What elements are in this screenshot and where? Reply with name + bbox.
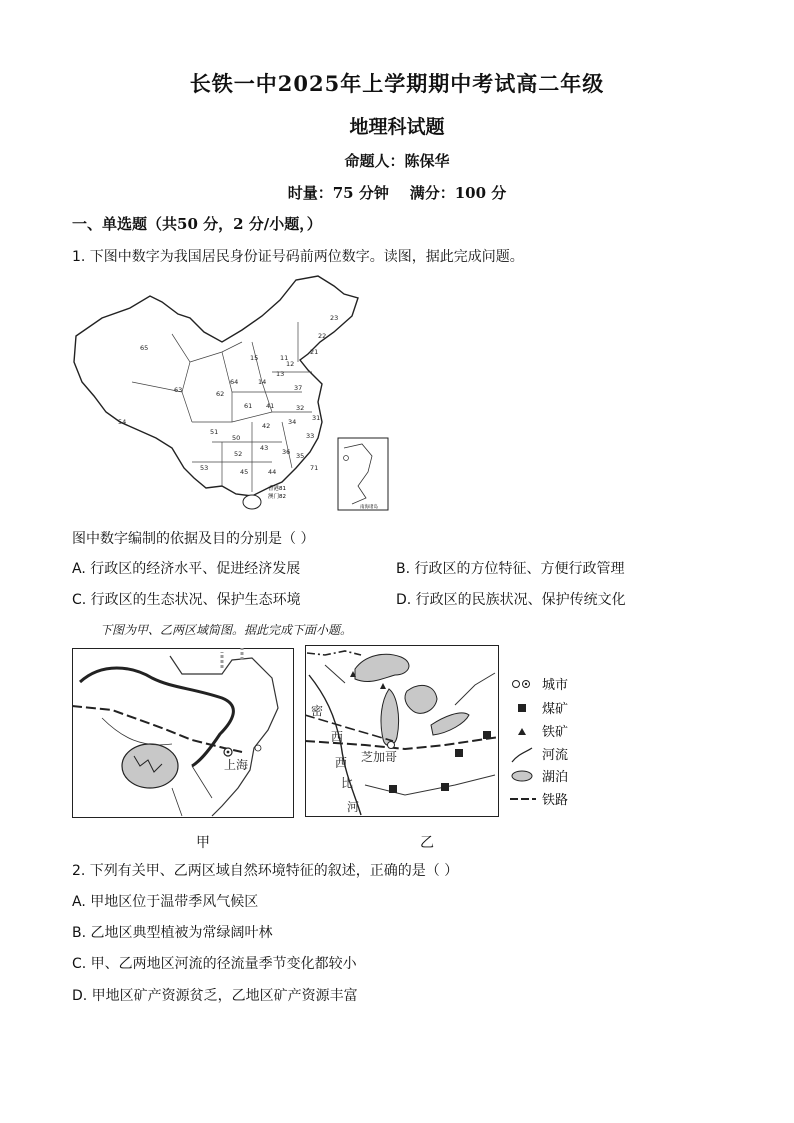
map-number: 61	[244, 402, 253, 410]
question-2-stem: 2. 下列有关甲、乙两区域自然环境特征的叙述，正确的是（ ）	[72, 863, 459, 879]
map-number: 33	[306, 432, 315, 440]
q1-option-b[interactable]: B. 行政区的方位特征、方便行政管理	[396, 561, 625, 577]
figure-2-intro: 下图为甲、乙两区域简图。据此完成下面小题。	[100, 623, 353, 637]
question-1-prompt: 图中数字编制的依据及目的分别是（ ）	[72, 531, 315, 547]
china-outline	[74, 276, 358, 496]
map-number: 51	[210, 428, 219, 436]
q1-option-d[interactable]: D. 行政区的民族状况、保护传统文化	[396, 592, 626, 608]
figure-label-yi: 乙	[420, 835, 434, 851]
exam-timing: 时量：75 分钟 满分：100 分	[287, 184, 507, 202]
legend-city: 城市	[542, 678, 569, 693]
legend-lake: 湖泊	[542, 770, 569, 785]
map-number: 12	[286, 360, 295, 368]
chicago-city	[388, 742, 395, 749]
q2-option-a[interactable]: A. 甲地区位于温带季风气候区	[72, 894, 259, 910]
map-number: 23	[330, 314, 339, 322]
map-number: 50	[232, 434, 241, 442]
svg-text:密: 密	[311, 704, 324, 718]
hong-kong-note: 香港81	[268, 486, 286, 492]
hainan-island	[243, 495, 261, 509]
map-number: 44	[268, 468, 277, 476]
map-number: 14	[258, 378, 267, 386]
macao-note: 澳门82	[268, 494, 286, 500]
map-number: 71	[310, 464, 319, 472]
section-title: 一、单选题（共50 分，2 分/小题，）	[72, 215, 322, 233]
map-number: 32	[296, 404, 305, 412]
q1-option-a[interactable]: A. 行政区的经济水平、促进经济发展	[72, 561, 301, 577]
map-jia	[72, 648, 294, 818]
map-number: 35	[296, 452, 305, 460]
q1-option-c[interactable]: C. 行政区的生态状况、保护生态环境	[72, 592, 301, 608]
legend-rail: 铁路	[542, 793, 569, 808]
map-number: 63	[174, 386, 183, 394]
map-number: 36	[282, 448, 291, 456]
chicago-label: 芝加哥	[361, 750, 398, 764]
map-number: 54	[118, 418, 127, 426]
svg-text:西: 西	[331, 730, 344, 744]
legend-river: 河流	[542, 748, 569, 763]
map-number: 22	[318, 332, 327, 340]
exam-subtitle: 地理科试题	[349, 116, 445, 138]
map-number: 45	[240, 468, 249, 476]
q2-option-c[interactable]: C. 甲、乙两地区河流的径流量季节变化都较小	[72, 956, 357, 972]
map-number: 53	[200, 464, 209, 472]
coal-mine	[483, 731, 491, 739]
map-number: 31	[312, 414, 321, 422]
shanghai-label: 上海	[224, 758, 249, 772]
map-number: 43	[260, 444, 269, 452]
map-yi	[305, 645, 499, 817]
exam-title: 长铁一中2025年上学期期中考试高二年级	[189, 71, 605, 96]
map-number: 42	[262, 422, 271, 430]
map-number: 64	[230, 378, 239, 386]
exam-author: 命题人：陈保华	[344, 152, 450, 170]
q2-option-b[interactable]: B. 乙地区典型植被为常绿阔叶林	[72, 925, 273, 941]
map-number: 34	[288, 418, 297, 426]
taihu-lake	[122, 744, 178, 788]
map-number: 41	[266, 402, 275, 410]
coal-mine	[455, 749, 463, 757]
inset-label: 南海诸岛	[360, 505, 378, 510]
coal-mine	[441, 783, 449, 791]
map-number: 21	[310, 348, 319, 356]
question-1-stem: 1. 下图中数字为我国居民身份证号码前两位数字。读图，据此完成问题。	[72, 249, 524, 265]
figure-label-jia: 甲	[196, 835, 210, 851]
map-number: 52	[234, 450, 243, 458]
svg-text:河: 河	[347, 800, 360, 814]
q2-option-d[interactable]: D. 甲地区矿产资源贫乏，乙地区矿产资源丰富	[72, 988, 358, 1004]
map-number: 15	[250, 354, 259, 362]
map-number: 37	[294, 384, 303, 392]
map-number: 65	[140, 344, 149, 352]
map-number: 62	[216, 390, 225, 398]
china-id-map	[72, 272, 392, 514]
coal-mine	[389, 785, 397, 793]
svg-text:西: 西	[335, 756, 348, 770]
map-legend	[508, 672, 598, 814]
map-number: 11	[280, 354, 289, 362]
legend-coal: 煤矿	[542, 702, 569, 717]
svg-text:比: 比	[341, 776, 354, 790]
map-number: 13	[276, 370, 285, 378]
legend-iron: 铁矿	[542, 725, 569, 740]
